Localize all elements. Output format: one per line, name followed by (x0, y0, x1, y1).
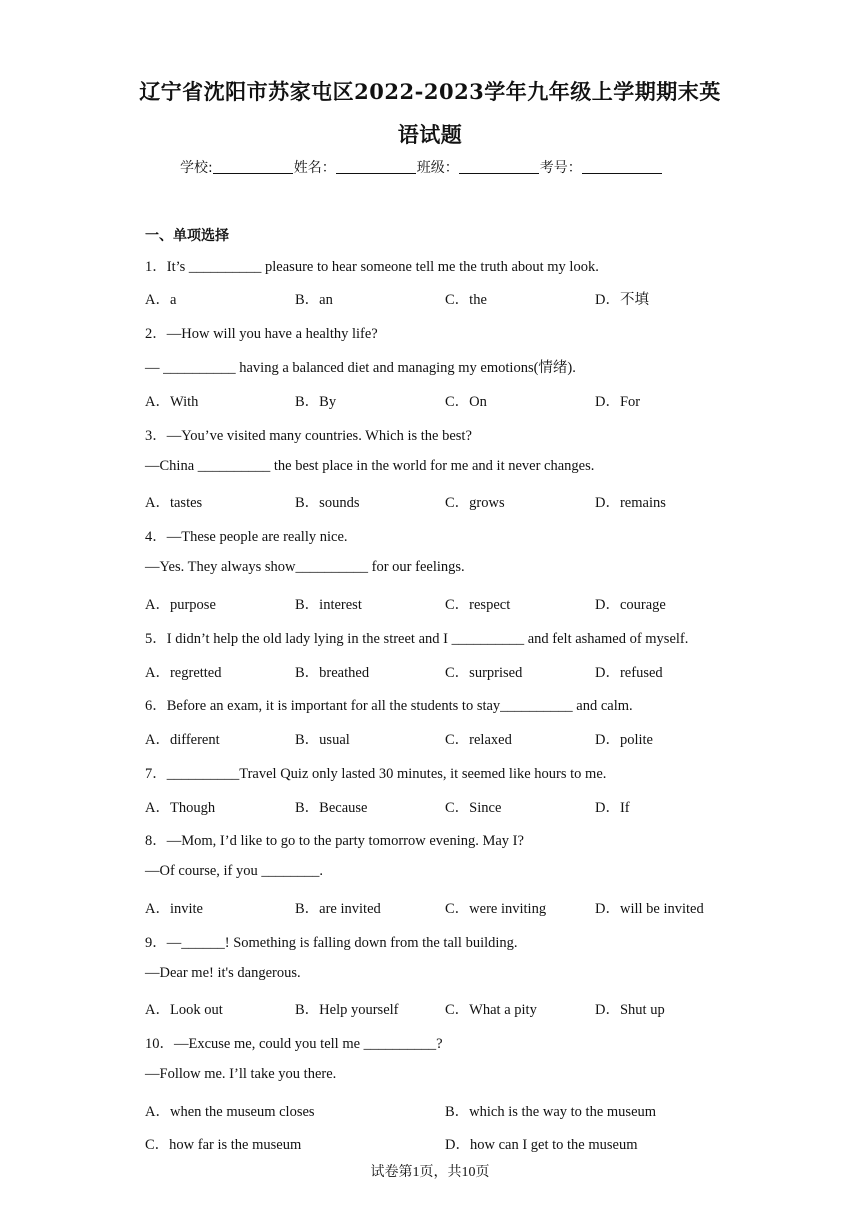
option-c: C．Since (445, 800, 502, 816)
option-d: D．remains (595, 495, 666, 511)
option-a: A．Look out (145, 1002, 223, 1018)
option-a: A．a (145, 292, 177, 308)
option-a: A．invite (145, 901, 203, 917)
question-8-stem: 8．—Mom, I’d like to go to the party tomorrow evening. May I? (145, 833, 524, 849)
option-c: C．respect (445, 597, 511, 613)
option-a: A．different (145, 732, 220, 748)
exam-title-line2: 语试题 (397, 122, 463, 147)
question-10-options-row1 (145, 1100, 765, 1120)
question-6-stem: 6．Before an exam, it is important for all the students to stay__________ and calm. (145, 698, 633, 714)
question-1-options (145, 288, 765, 308)
option-b: B．breathed (295, 665, 370, 681)
page-footer: 试卷第1页，共10页 (370, 1165, 490, 1180)
question-4-reply: —Yes. They always show__________ for our feelings. (145, 559, 465, 575)
question-4-stem: 4．—These people are really nice. (145, 529, 348, 545)
option-c: C．relaxed (445, 732, 512, 748)
option-b: B．are invited (295, 901, 381, 917)
option-a: A．regretted (145, 665, 222, 681)
exam-title-line1: 辽宁省沈阳市苏家屯区2022-2023学年九年级上学期期末英 (139, 79, 721, 104)
option-d: D．For (595, 394, 641, 410)
question-1-stem: 1．It’s __________ pleasure to hear someone tell me the truth about my look. (145, 259, 599, 275)
option-b: B．Because (295, 800, 368, 816)
question-2-options (145, 390, 765, 410)
number-blank[interactable] (582, 159, 662, 174)
question-10-stem: 10．—Excuse me, could you tell me __________? (145, 1036, 443, 1052)
option-d: D．polite (595, 732, 653, 748)
name-label: 姓名： (293, 160, 336, 176)
option-d: D．courage (595, 597, 666, 613)
name-blank[interactable] (336, 159, 416, 174)
question-6-options (145, 728, 765, 748)
option-c: C．surprised (445, 665, 523, 681)
question-9-stem: 9．—______! Something is falling down from the tall building. (145, 935, 518, 951)
question-8-reply: —Of course, if you ________. (145, 863, 324, 879)
option-b: B．sounds (295, 495, 360, 511)
question-2-stem: 2．—How will you have a healthy life? (145, 326, 378, 342)
question-7-options (145, 796, 765, 816)
option-c: C．grows (445, 495, 505, 511)
option-a: A．purpose (145, 597, 216, 613)
option-d: D．不填 (595, 292, 649, 308)
number-label: 考号： (539, 160, 582, 176)
question-2-reply: — __________ having a balanced diet and managing my emotions(情绪). (145, 360, 576, 376)
option-a: A．With (145, 394, 199, 410)
option-d: D．Shut up (595, 1002, 665, 1018)
option-b: B．By (295, 394, 337, 410)
option-c: C．On (445, 394, 487, 410)
option-d: D．how can I get to the museum (445, 1137, 638, 1153)
option-b: B．usual (295, 732, 350, 748)
question-5-options (145, 661, 765, 681)
question-8-options (145, 897, 765, 917)
option-a: A．Though (145, 800, 216, 816)
student-info-row (180, 157, 663, 177)
section-heading: 一、单项选择 (145, 228, 229, 244)
class-label: 班级： (416, 160, 459, 176)
option-c: C．the (445, 292, 487, 308)
question-3-options (145, 491, 765, 511)
question-4-options (145, 593, 765, 613)
question-9-reply: —Dear me! it's dangerous. (145, 965, 301, 981)
option-b: B．an (295, 292, 333, 308)
option-d: D．will be invited (595, 901, 704, 917)
question-3-reply: —China __________ the best place in the world for me and it never changes. (145, 458, 595, 474)
question-10-reply: —Follow me. I’ll take you there. (145, 1066, 337, 1082)
option-d: D．If (595, 800, 630, 816)
option-a: A．tastes (145, 495, 203, 511)
question-9-options (145, 998, 765, 1018)
question-3-stem: 3．—You’ve visited many countries. Which is the best? (145, 428, 472, 444)
option-a: A．when the museum closes (145, 1104, 315, 1120)
option-c: C．were inviting (445, 901, 547, 917)
option-b: B．Help yourself (295, 1002, 399, 1018)
option-d: D．refused (595, 665, 663, 681)
option-c: C．how far is the museum (145, 1137, 302, 1153)
option-c: C．What a pity (445, 1002, 537, 1018)
school-blank[interactable] (213, 159, 293, 174)
question-10-options-row2 (145, 1133, 765, 1153)
class-blank[interactable] (459, 159, 539, 174)
question-7-stem: 7．__________Travel Quiz only lasted 30 minutes, it seemed like hours to me. (145, 766, 607, 782)
question-5-stem: 5．I didn’t help the old lady lying in the street and I __________ and felt ashamed of myself. (145, 631, 689, 647)
school-label: 学校: (180, 160, 213, 176)
option-b: B．which is the way to the museum (445, 1104, 657, 1120)
option-b: B．interest (295, 597, 362, 613)
